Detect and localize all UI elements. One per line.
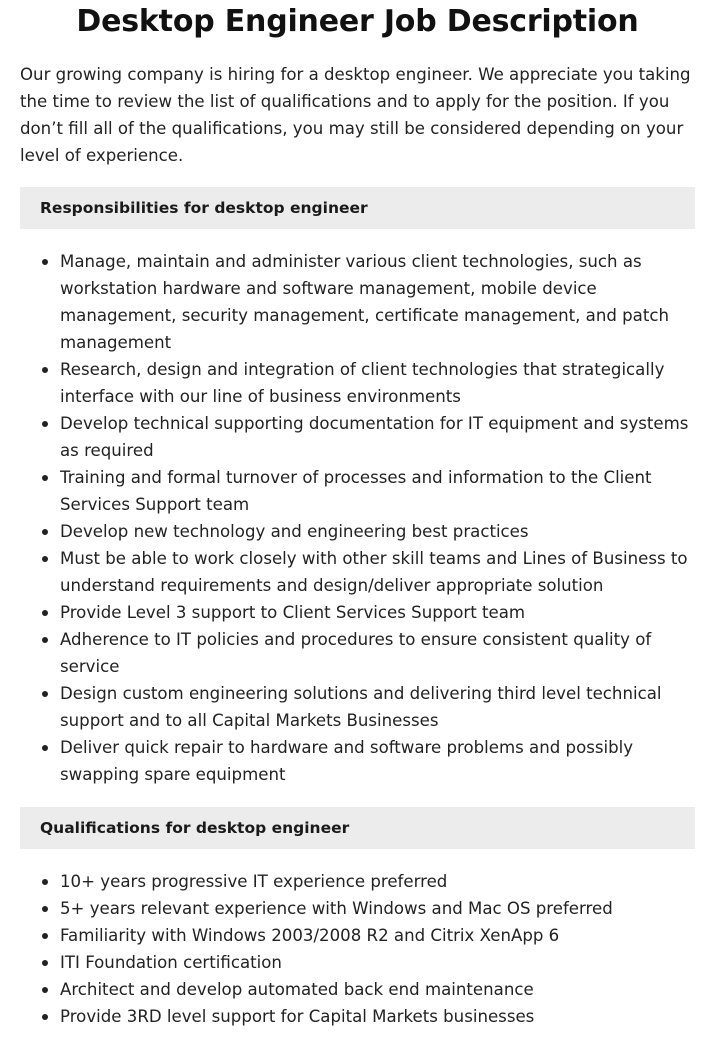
- responsibilities-heading: Responsibilities for desktop engineer: [20, 187, 695, 229]
- list-item: Develop new technology and engineering best practices: [60, 518, 695, 545]
- list-item: Develop technical supporting documentation for IT equipment and systems as required: [60, 410, 695, 464]
- list-item: ITI Foundation certification: [60, 949, 695, 976]
- list-item: Research, design and integration of client technologies that strategically interface with our line of business environments: [60, 356, 695, 410]
- list-item: 10+ years progressive IT experience preferred: [60, 868, 695, 895]
- qualifications-heading: Qualifications for desktop engineer: [20, 807, 695, 849]
- qualifications-list: [20, 868, 695, 1030]
- list-item: Design custom engineering solutions and delivering third level technical support and to all Capital Markets Businesses: [60, 680, 695, 734]
- intro-paragraph: Our growing company is hiring for a desktop engineer. We appreciate you taking the time to review the list of qualifications and to apply for the position. If you don’t fill all of the qualifications, you may still be considered depending on your level of experience.: [20, 65, 691, 165]
- page-title: Desktop Engineer Job Description: [76, 4, 639, 39]
- list-item: Adherence to IT policies and procedures to ensure consistent quality of service: [60, 626, 695, 680]
- list-item: Provide 3RD level support for Capital Markets businesses: [60, 1003, 695, 1030]
- job-description-page: [20, 0, 695, 1030]
- list-item: Architect and develop automated back end maintenance: [60, 976, 695, 1003]
- list-item: Must be able to work closely with other skill teams and Lines of Business to understand requirements and design/deliver appropriate solution: [60, 545, 695, 599]
- list-item: Manage, maintain and administer various client technologies, such as workstation hardware and software management, mobile device management, security management, certificate management, and patch management: [60, 248, 695, 356]
- list-item: Deliver quick repair to hardware and software problems and possibly swapping spare equipment: [60, 734, 695, 788]
- responsibilities-list: [20, 248, 695, 788]
- list-item: Training and formal turnover of processes and information to the Client Services Support team: [60, 464, 695, 518]
- list-item: Provide Level 3 support to Client Services Support team: [60, 599, 695, 626]
- list-item: 5+ years relevant experience with Windows and Mac OS preferred: [60, 895, 695, 922]
- list-item: Familiarity with Windows 2003/2008 R2 and Citrix XenApp 6: [60, 922, 695, 949]
